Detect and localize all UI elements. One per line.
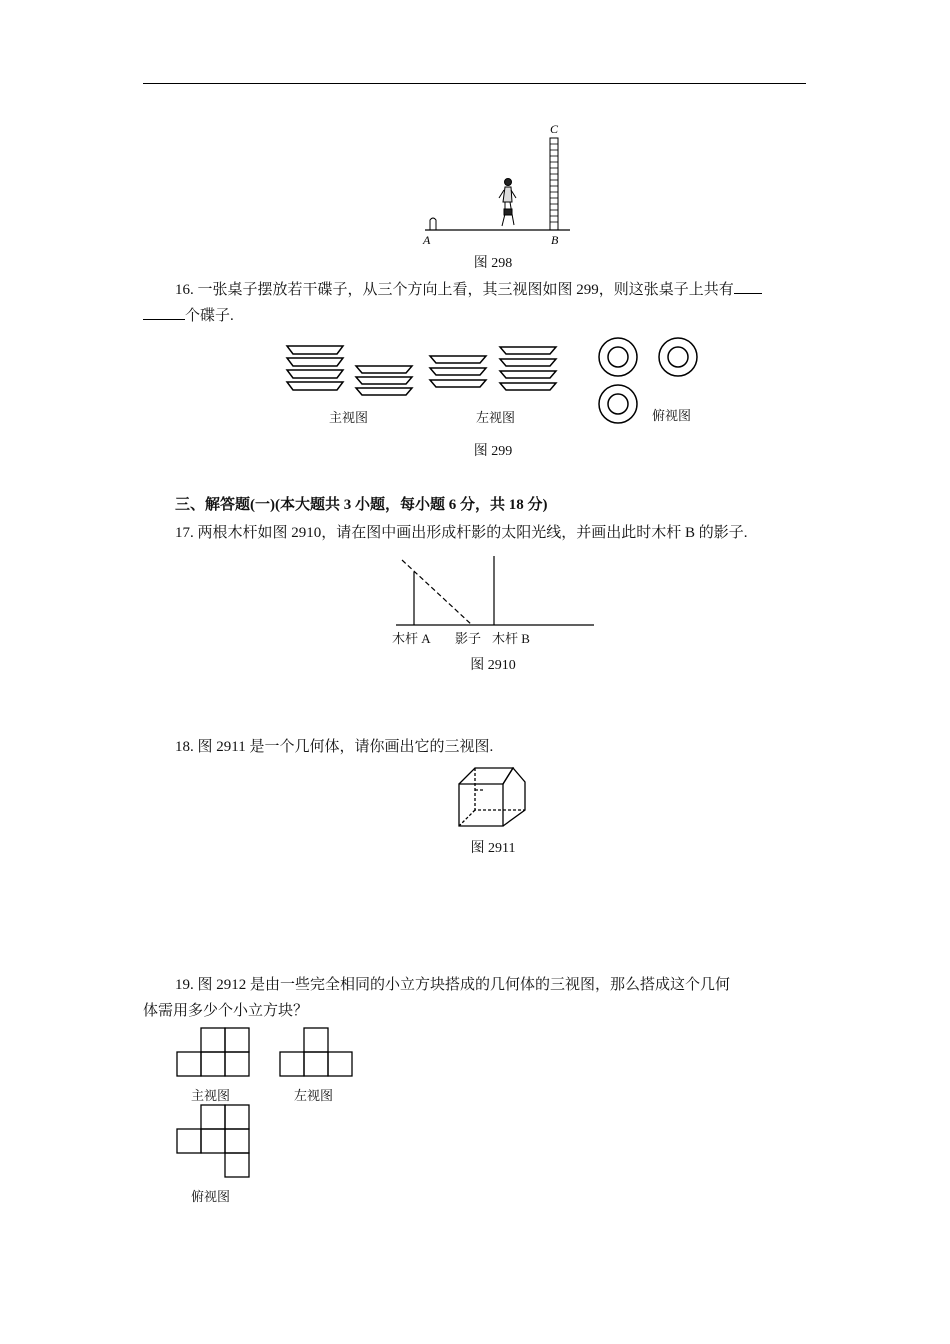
q19-line2: 体需用多少个小立方块？ (143, 1003, 309, 1019)
q19-top-label: 俯视图 (191, 1189, 231, 1204)
q19-front-view (177, 1028, 249, 1076)
figure-2910 (390, 550, 600, 630)
q17-text: 17. 两根木杆如图 2910，请在图中画出形成杆影的太阳光线，并画出此时木杆 B 的影子. (175, 525, 748, 541)
q19-top-view (177, 1105, 249, 1177)
left-view-stack-1 (430, 356, 486, 387)
q16-line2: 个碟子. (143, 305, 234, 327)
runner-icon (499, 179, 516, 227)
sun-ray (402, 560, 472, 625)
figure-298-caption: 图 298 (473, 256, 513, 271)
header-rule (143, 83, 806, 84)
figure-2911-caption: 图 2911 (470, 841, 516, 856)
label-b: B (551, 233, 559, 247)
figure-2911 (455, 762, 530, 832)
q16-left-label: 左视图 (476, 410, 516, 425)
q18-text: 18. 图 2911 是一个几何体，请你画出它的三视图. (175, 739, 494, 755)
front-view-stack-1 (287, 346, 343, 390)
answer-blank[interactable] (734, 279, 762, 294)
front-view-stack-2 (356, 366, 412, 395)
q16-line1: 16. 一张桌子摆放若干碟子，从三个方向上看，其三视图如图 299，则这张桌子上共有 (175, 279, 762, 301)
answer-blank-2[interactable] (143, 305, 185, 320)
q19-left-label: 左视图 (294, 1088, 334, 1103)
section-3-heading: 三、解答题(一)(本大题共 3 小题，每小题 6 分，共 18 分) (175, 497, 548, 513)
label-a: A (423, 233, 431, 247)
pole-ticks (550, 144, 558, 222)
figure-298 (420, 120, 580, 250)
left-view-stack-2 (500, 347, 556, 390)
q16-front-label: 主视图 (329, 410, 369, 425)
label-pole-b: 木杆 B (492, 631, 530, 646)
label-c: C (550, 122, 559, 136)
q19-front-label: 主视图 (191, 1088, 231, 1103)
label-shadow: 影子 (455, 631, 482, 646)
q19-left-view (280, 1028, 352, 1076)
figure-299-caption: 图 299 (473, 444, 513, 459)
label-pole-a: 木杆 A (392, 631, 431, 646)
q16-top-label: 俯视图 (652, 408, 692, 423)
figure-2910-caption: 图 2910 (470, 658, 516, 673)
q19-line1: 19. 图 2912 是由一些完全相同的小立方块搭成的几何体的三视图，那么搭成这个几何 (175, 977, 731, 993)
